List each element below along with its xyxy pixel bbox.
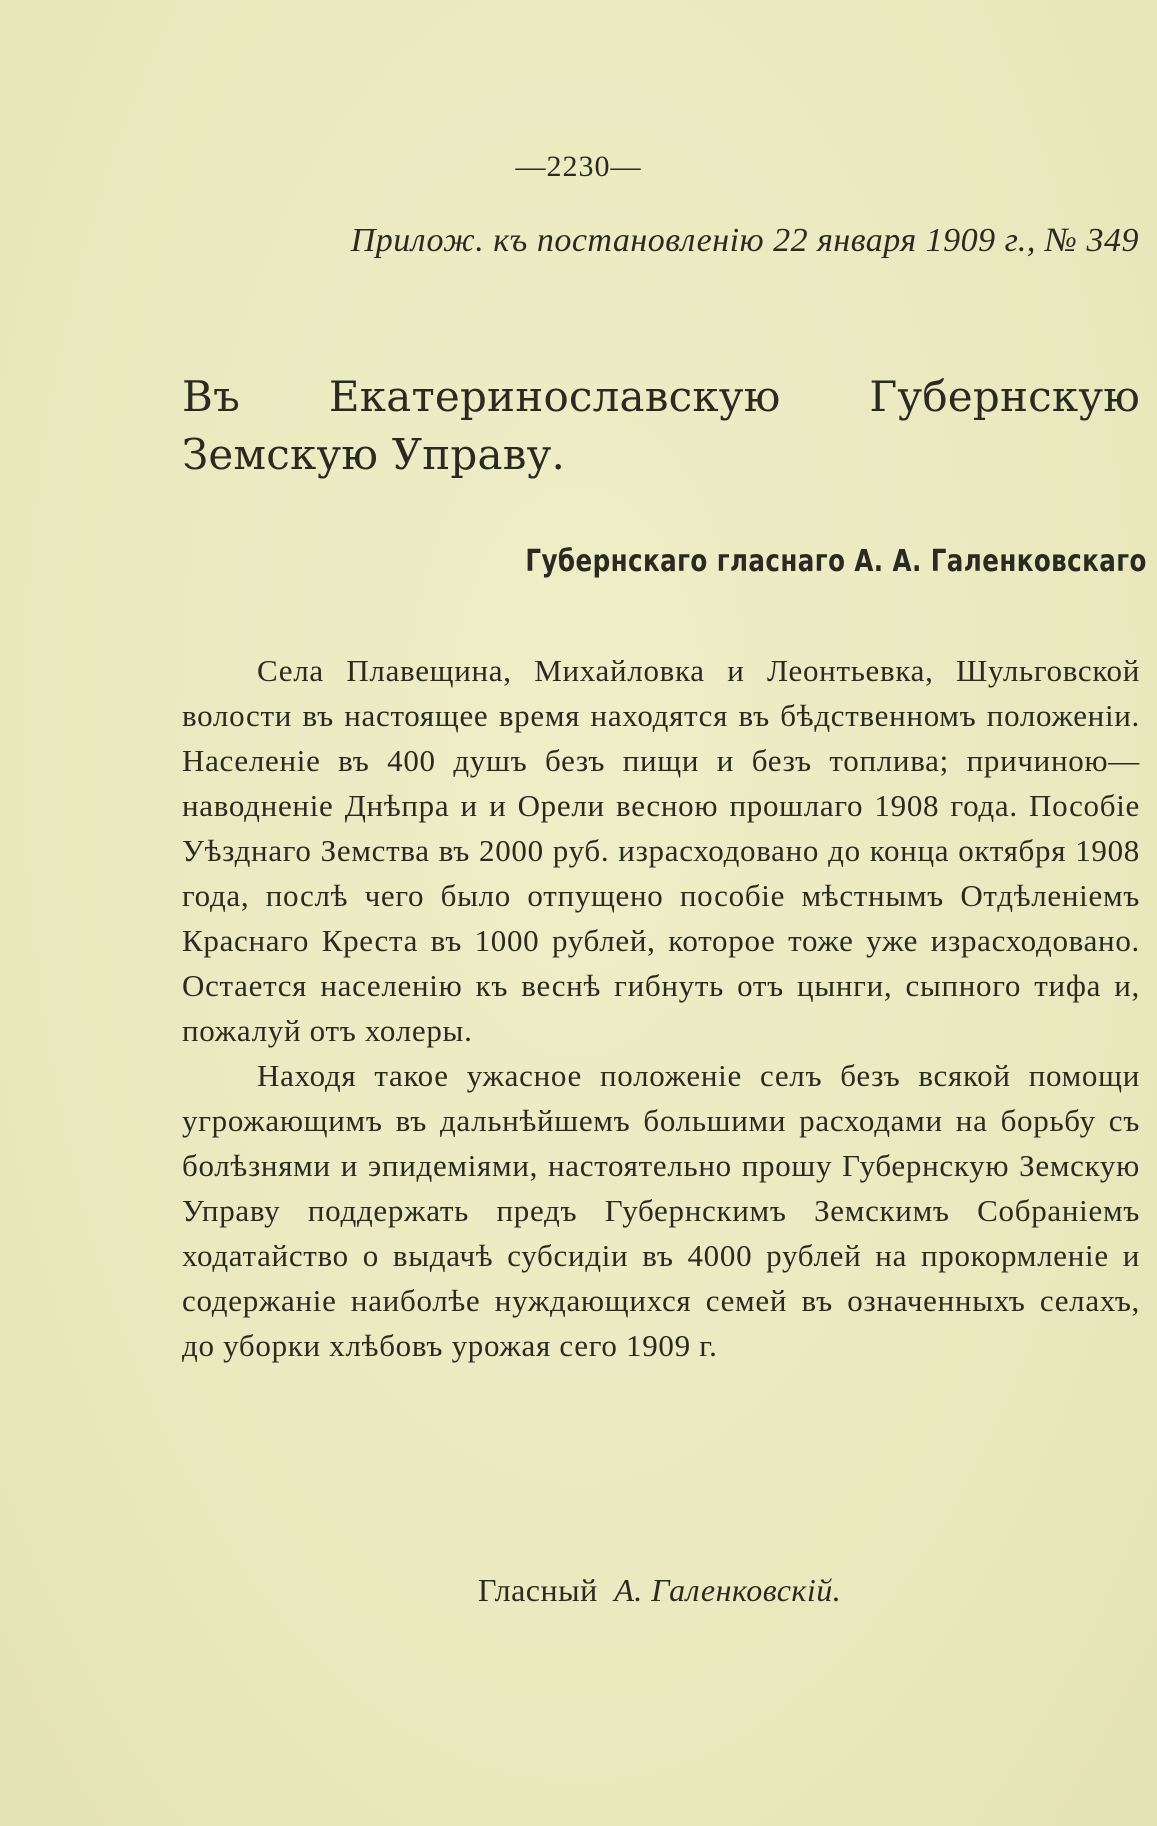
from-line: Губернскаго гласнаго А. А. Галенковскаго [525,544,1147,579]
letter-body [182,648,1140,1368]
signature-title: Гласный [478,1572,598,1608]
signature [478,1572,841,1609]
appendix-note: Прилож. къ постановленію 22 января 1909 г., № 349 [350,222,1139,259]
signature-name: А. Галенковскій. [614,1572,842,1608]
paragraph: Села Плавещина, Михайловка и Леонтьевка, Шульговской волости въ настоящее время находятся въ бѣдственномъ положеніи. Населеніе въ 400 душъ безъ пищи и безъ топлива; причиною—наводненіе Днѣпра и и Орели весною прошлаго 1908 года. Пособіе Уѣзднаго Земства въ 2000 руб. израсходовано до конца октября 1908 года, послѣ чего было отпущено пособіе мѣстнымъ Отдѣленіемъ Краснаго Креста въ 1000 рублей, которое тоже уже израсходовано. Остается населенію къ веснѣ гибнуть отъ цынги, сыпного тифа и, пожалуй отъ холеры. [182,653,1140,1048]
paragraph: Находя такое ужасное положеніе селъ безъ всякой помощи угрожающимъ въ дальнѣйшемъ большими расходами на борьбу съ болѣзнями и эпидеміями, настоятельно прошу Губернскую Земскую Управу поддержать предъ Губернскимъ Земскимъ Собраніемъ ходатайство о выдачѣ субсидіи въ 4000 рублей на прокормленіе и содержаніе наиболѣе нуждающихся семей въ означенныхъ селахъ, до уборки хлѣбовъ урожая сего 1909 г. [182,1058,1140,1363]
addressee-heading: Въ Екатеринославскую Губернскую Земскую Управу. [182,372,1140,479]
page-number: —2230— [515,150,642,183]
